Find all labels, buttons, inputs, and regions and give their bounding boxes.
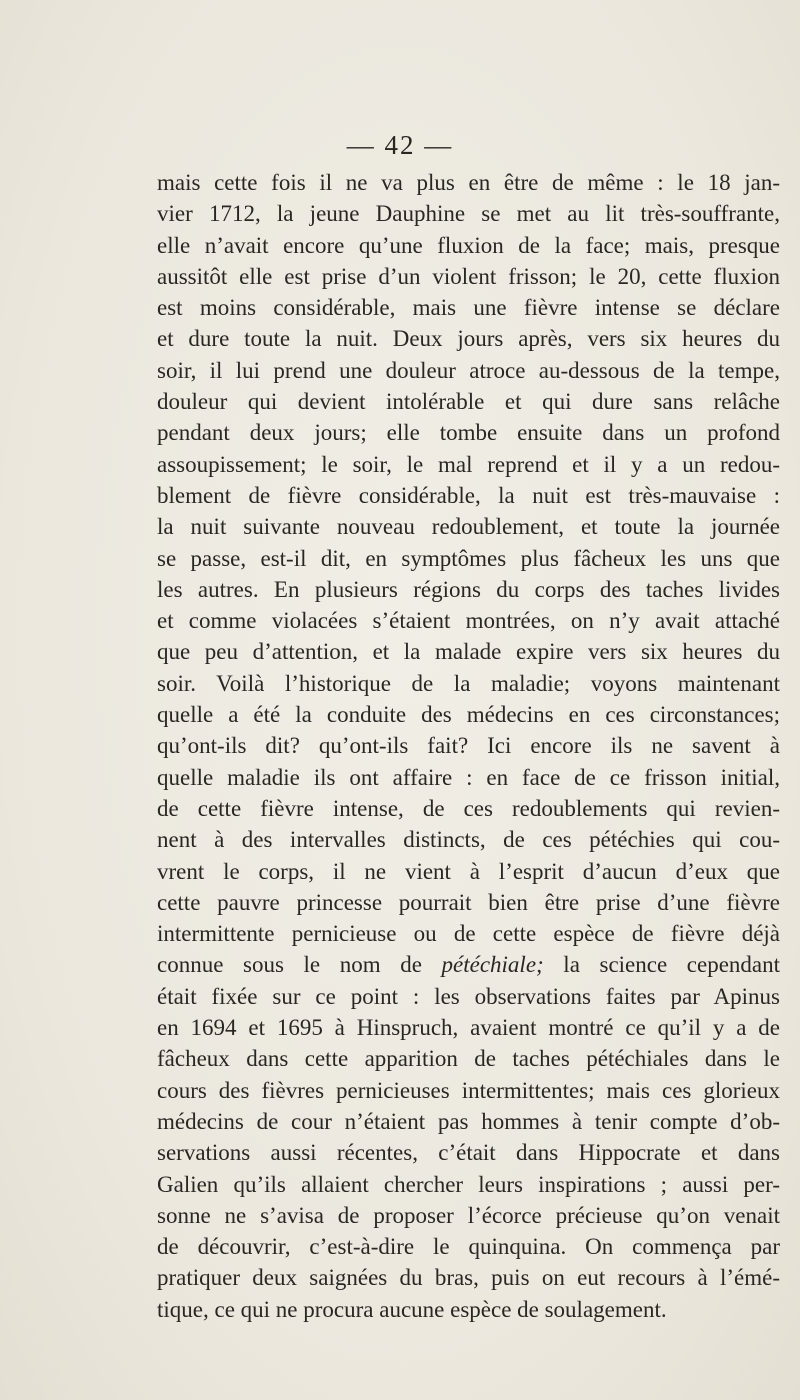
- text-line: et dure toute la nuit. Deux jours après, vers six heures du: [157, 326, 780, 352]
- text-line: pendant deux jours; elle tombe ensuite dans un profond: [157, 420, 780, 446]
- text-line: [157, 949, 780, 980]
- body-text: [157, 167, 780, 1325]
- italic-term: pétéchiale;: [441, 952, 544, 978]
- text-segment: la science cependant: [543, 952, 780, 978]
- text-line: et comme violacées s’étaient montrées, on n’y avait attaché: [157, 608, 780, 634]
- text-line: servations aussi récentes, c’était dans Hippocrate et dans: [157, 1140, 780, 1166]
- text-line: quelle maladie ils ont affaire : en face de ce frisson initial,: [157, 764, 780, 790]
- text-line: blement de fièvre considérable, la nuit est très-mauvaise :: [157, 482, 780, 508]
- text-line: assoupissement; le soir, le mal reprend et il y a un redou-: [157, 451, 780, 477]
- text-line: aussitôt elle est prise d’un violent frisson; le 20, cette fluxion: [157, 263, 780, 289]
- text-line: intermittente pernicieuse ou de cette espèce de fièvre déjà: [157, 921, 780, 947]
- text-line: la nuit suivante nouveau redoublement, et toute la journée: [157, 514, 780, 540]
- text-line: soir, il lui prend une douleur atroce au-dessous de la tempe,: [157, 357, 780, 383]
- text-line: était fixée sur ce point : les observations faites par Apinus: [157, 983, 780, 1009]
- text-line: sonne ne s’avisa de proposer l’écorce précieuse qu’on venait: [157, 1202, 780, 1228]
- text-line: soir. Voilà l’historique de la maladie; voyons maintenant: [157, 670, 780, 696]
- text-line: cette pauvre princesse pourrait bien être prise d’une fièvre: [157, 889, 780, 915]
- text-line: mais cette fois il ne va plus en être de même : le 18 jan-: [157, 170, 780, 195]
- text-line: médecins de cour n’étaient pas hommes à tenir compte d’ob-: [157, 1108, 780, 1134]
- text-line: fâcheux dans cette apparition de taches pétéchiales dans le: [157, 1046, 780, 1072]
- text-line: pratiquer deux saignées du bras, puis on eut recours à l’émé-: [157, 1265, 780, 1291]
- text-line: les autres. En plusieurs régions du corps des taches livides: [157, 576, 780, 602]
- text-line: Galien qu’ils allaient chercher leurs inspirations ; aussi per-: [157, 1171, 780, 1197]
- text-line: vier 1712, la jeune Dauphine se met au lit très-souffrante,: [157, 201, 780, 227]
- text-line: de cette fièvre intense, de ces redoublements qui revien-: [157, 795, 780, 821]
- text-line: elle n’avait encore qu’une fluxion de la face; mais, presque: [157, 232, 780, 258]
- text-line: douleur qui devient intolérable et qui dure sans relâche: [157, 389, 780, 415]
- text-line: tique, ce qui ne procura aucune espèce de soulagement.: [157, 1296, 667, 1322]
- text-line: de découvrir, c’est-à-dire le quinquina. On commença par: [157, 1234, 780, 1260]
- text-line: se passe, est-il dit, en symptômes plus fâcheux les uns que: [157, 545, 780, 571]
- text-line: quelle a été la conduite des médecins en ces circonstances;: [157, 702, 780, 728]
- text-line: en 1694 et 1695 à Hinspruch, avaient montré ce qu’il y a de: [157, 1015, 780, 1041]
- text-line: cours des fièvres pernicieuses intermittentes; mais ces glorieux: [157, 1077, 780, 1103]
- text-line: est moins considérable, mais une fièvre intense se déclare: [157, 295, 780, 321]
- page-number-header: — 42 —: [346, 130, 454, 160]
- text-line: que peu d’attention, et la malade expire vers six heures du: [157, 639, 780, 665]
- text-line: vrent le corps, il ne vient à l’esprit d’aucun d’eux que: [157, 858, 780, 884]
- text-segment: connue sous le nom de: [157, 952, 442, 978]
- text-line: qu’ont-ils dit? qu’ont-ils fait? Ici encore ils ne savent à: [157, 733, 780, 759]
- text-line: nent à des intervalles distincts, de ces pétéchies qui cou-: [157, 827, 780, 853]
